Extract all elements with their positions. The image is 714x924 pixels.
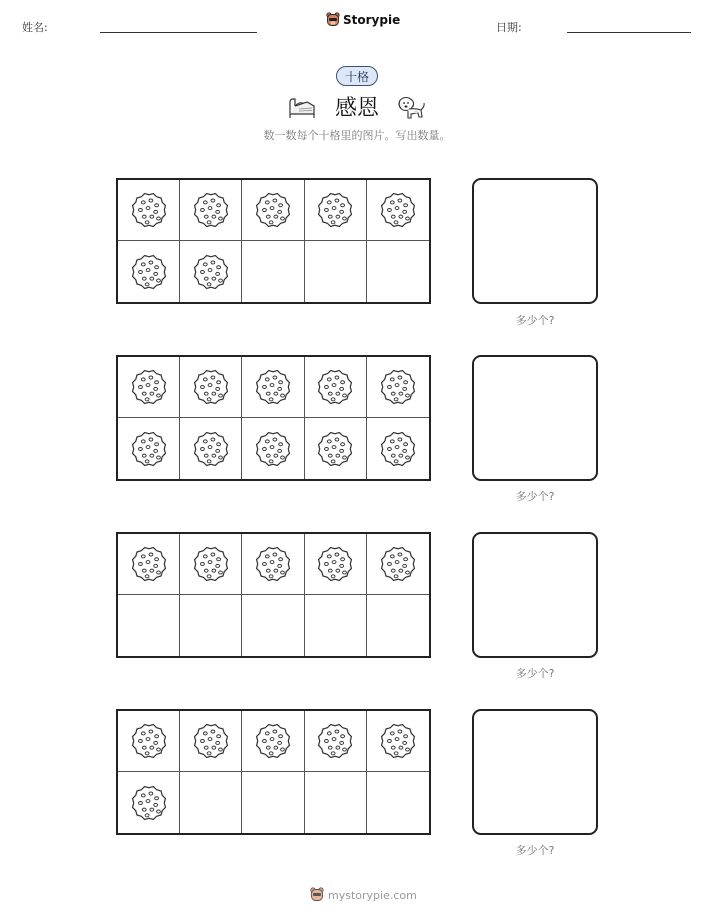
- ten-frame-cell: [180, 180, 242, 241]
- date-line[interactable]: [567, 32, 691, 33]
- cookie-icon: [130, 545, 168, 583]
- footer-site: mystorypie.com: [328, 888, 417, 902]
- cookie-icon: [192, 368, 230, 406]
- cookie-icon: [316, 368, 354, 406]
- ten-frame-cell: [118, 418, 180, 479]
- cookie-icon: [192, 545, 230, 583]
- ten-frame-cell: [305, 772, 367, 833]
- ten-frame-3: [116, 532, 431, 658]
- bed-icon: [287, 94, 317, 120]
- ten-frame-cell: [367, 772, 429, 833]
- cookie-icon: [130, 191, 168, 229]
- ten-frame-cell: [180, 772, 242, 833]
- ten-frame-cell: [367, 418, 429, 479]
- ten-frame-cell: [118, 711, 180, 772]
- ten-frame-2: [116, 355, 431, 481]
- cookie-icon: [254, 430, 292, 468]
- answer-label-2: 多少个?: [515, 490, 555, 503]
- date-label: 日期:: [496, 21, 522, 34]
- cookie-icon: [130, 253, 168, 291]
- ten-frame-cell: [367, 180, 429, 241]
- bear-mascot-icon: [326, 12, 340, 28]
- cookie-icon: [254, 545, 292, 583]
- ten-frame-cell: [180, 534, 242, 595]
- cookie-icon: [254, 368, 292, 406]
- ten-frame-cell: [180, 418, 242, 479]
- answer-label-3: 多少个?: [515, 667, 555, 680]
- answer-label-1: 多少个?: [515, 314, 555, 327]
- answer-box-3[interactable]: [472, 532, 598, 658]
- ten-frame-cell: [242, 534, 304, 595]
- cookie-icon: [192, 430, 230, 468]
- cookie-icon: [379, 545, 417, 583]
- ten-frame-1: [116, 178, 431, 304]
- cookie-icon: [379, 722, 417, 760]
- ten-frame-cell: [118, 534, 180, 595]
- ten-frame-cell: [242, 711, 304, 772]
- ten-frame-cell: [305, 418, 367, 479]
- ten-frame-cell: [367, 534, 429, 595]
- name-label: 姓名:: [22, 21, 48, 34]
- cookie-icon: [130, 430, 168, 468]
- ten-frame-cell: [305, 534, 367, 595]
- ten-frame-cell: [118, 595, 180, 656]
- cookie-icon: [379, 191, 417, 229]
- cookie-icon: [192, 191, 230, 229]
- cookie-icon: [379, 368, 417, 406]
- ten-frame-4: [116, 709, 431, 835]
- ten-frame-cell: [180, 711, 242, 772]
- ten-frame-cell: [242, 772, 304, 833]
- cookie-icon: [130, 368, 168, 406]
- ten-frame-cell: [118, 357, 180, 418]
- answer-box-4[interactable]: [472, 709, 598, 835]
- ten-frame-cell: [367, 357, 429, 418]
- ten-frame-cell: [367, 711, 429, 772]
- cookie-icon: [192, 253, 230, 291]
- ten-frame-cell: [118, 772, 180, 833]
- footer: [310, 887, 417, 903]
- storypie-logo: [326, 12, 400, 28]
- worksheet-title: 感恩: [334, 96, 379, 121]
- ten-frame-cell: [367, 595, 429, 656]
- ten-frame-cell: [305, 357, 367, 418]
- ten-frame-cell: [367, 241, 429, 302]
- answer-box-1[interactable]: [472, 178, 598, 304]
- ten-frame-cell: [118, 241, 180, 302]
- ten-frame-cell: [180, 241, 242, 302]
- bear-mascot-icon: [310, 887, 324, 903]
- cookie-icon: [316, 430, 354, 468]
- cookie-icon: [254, 191, 292, 229]
- ten-frame-cell: [305, 180, 367, 241]
- answer-box-2[interactable]: [472, 355, 598, 481]
- ten-frame-cell: [242, 418, 304, 479]
- ten-frame-cell: [305, 595, 367, 656]
- answer-label-4: 多少个?: [515, 844, 555, 857]
- cookie-icon: [316, 191, 354, 229]
- cookie-icon: [192, 722, 230, 760]
- ten-frame-cell: [242, 241, 304, 302]
- worksheet-instruction: 数一数每个十格里的图片。写出数量。: [263, 129, 451, 142]
- ten-frame-cell: [242, 180, 304, 241]
- ten-frame-cell: [305, 241, 367, 302]
- ten-frame-cell: [180, 595, 242, 656]
- worksheet-type-badge: 十格: [336, 66, 378, 86]
- ten-frame-cell: [305, 711, 367, 772]
- cookie-icon: [130, 722, 168, 760]
- name-line[interactable]: [100, 32, 257, 33]
- ten-frame-cell: [242, 595, 304, 656]
- cookie-icon: [316, 545, 354, 583]
- cookie-icon: [379, 430, 417, 468]
- cookie-icon: [130, 784, 168, 822]
- ten-frame-cell: [118, 180, 180, 241]
- ten-frame-cell: [180, 357, 242, 418]
- puppy-icon: [396, 94, 428, 122]
- cookie-icon: [254, 722, 292, 760]
- logo-text: Storypie: [343, 13, 401, 27]
- ten-frame-cell: [242, 357, 304, 418]
- cookie-icon: [316, 722, 354, 760]
